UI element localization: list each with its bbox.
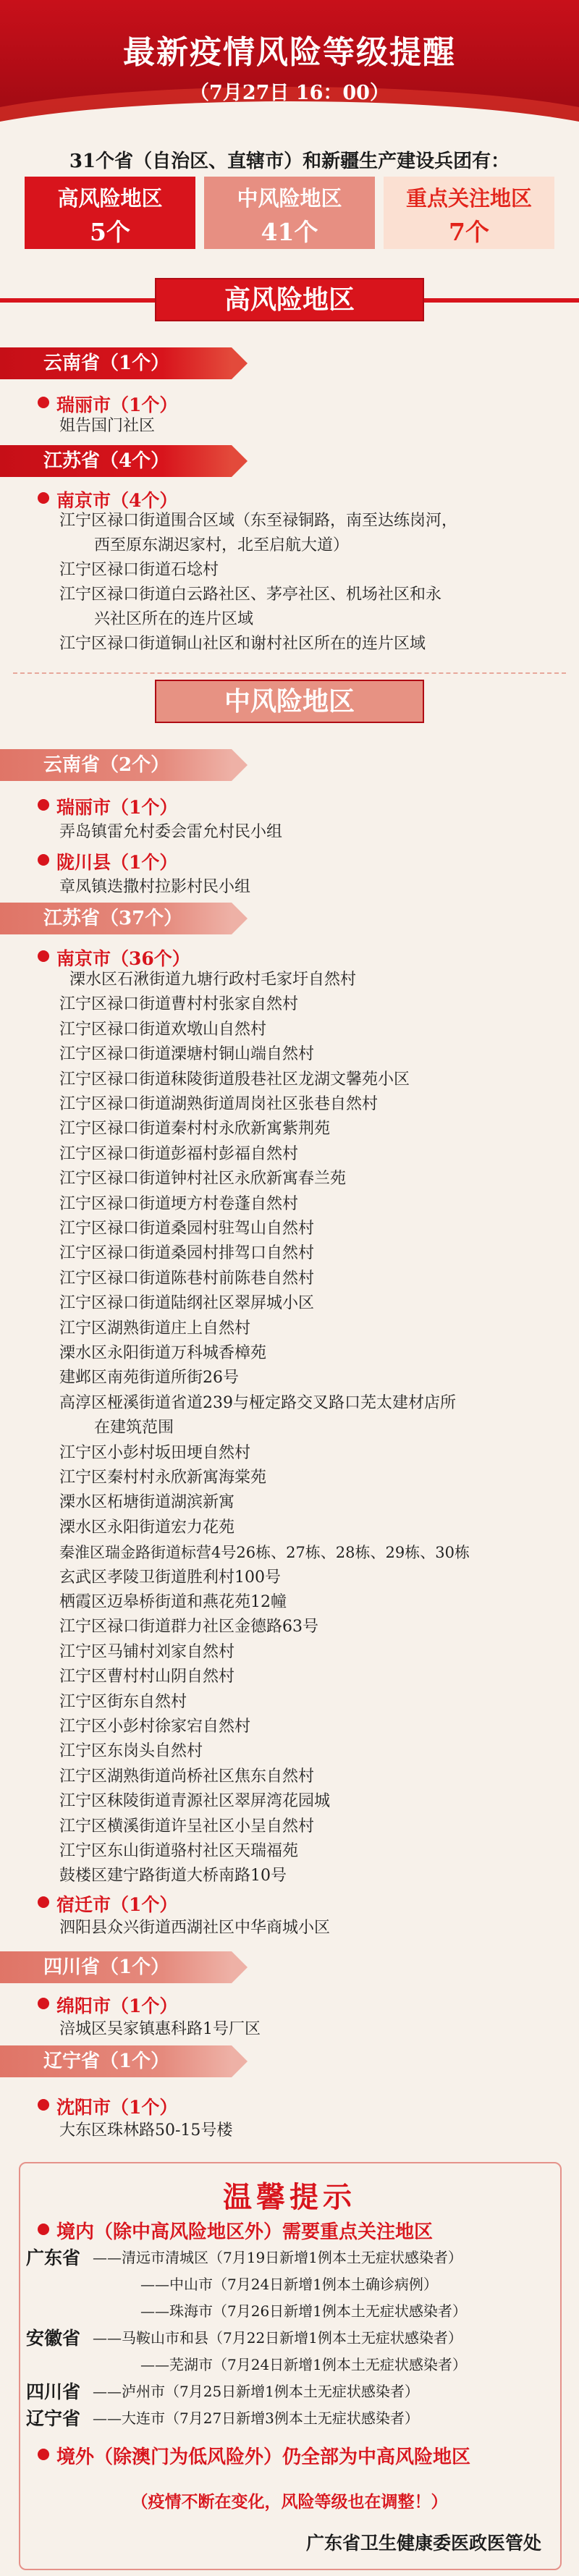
province-label: 江苏省（37个） xyxy=(43,908,183,929)
area-item: 江宁区禄口街道彭福村彭福自然村 xyxy=(59,1145,299,1163)
city-suqian-mid: 宿迁市（1个） xyxy=(38,1891,177,1917)
tip-line: ——芜湖市（7月24日新增1例本土无症状感染者） xyxy=(140,2356,467,2373)
arrow-shape xyxy=(232,347,248,379)
area-item: 江宁区马铺村刘家自然村 xyxy=(59,1643,235,1661)
area-item: 江宁区横溪街道许呈社区小呈自然村 xyxy=(59,1817,315,1836)
signature: 广东省卫生健康委医政医管处 xyxy=(305,2533,541,2554)
tip-province-guangdong: 广东省 xyxy=(26,2247,81,2268)
high-risk-count: 5个 xyxy=(90,218,130,246)
area-item: 西至原东湖迟家村，北至启航大道） xyxy=(94,536,350,554)
area-item: 玄武区孝陵卫街道胜利村100号 xyxy=(59,1568,281,1587)
area-item: 江宁区曹村村山阴自然村 xyxy=(59,1668,235,1686)
city-ruili-high: 瑞丽市（1个） xyxy=(38,391,177,417)
tip-line: ——清远市清城区（7月19日新增1例本土无症状感染者） xyxy=(93,2249,462,2266)
city-longchuan-mid: 陇川县（1个） xyxy=(38,848,177,874)
area-item: 江宁区禄口街道陆纲社区翠屏城小区 xyxy=(59,1294,315,1312)
area-item: 溧水区柘塘街道湖滨新寓 xyxy=(59,1493,235,1511)
city-nanjing-mid: 南京市（36个） xyxy=(38,945,190,971)
tip-line: ——马鞍山市和县（7月22日新增1例本土无症状感染者） xyxy=(93,2329,462,2347)
high-risk-summary xyxy=(25,177,195,249)
tip-province-sichuan: 四川省 xyxy=(26,2381,81,2402)
mid-risk-label: 中风险地区 xyxy=(237,186,342,211)
mid-risk-section-title: 中风险地区 xyxy=(155,680,424,723)
focus-area-count: 7个 xyxy=(449,218,489,246)
summary-boxes xyxy=(25,177,554,249)
tips-note: （疫情不断在变化，风险等级也在调整！） xyxy=(131,2492,448,2512)
area-item: 江宁区禄口街道秦村村永欣新寓紫荆苑 xyxy=(59,1120,331,1138)
tip-line: ——中山市（7月24日新增1例本土确诊病例） xyxy=(140,2276,438,2293)
area-item: 泗阳县众兴街道西湖社区中华商城小区 xyxy=(59,1919,331,1937)
area-item: 章凤镇迭撒村拉影村民小组 xyxy=(59,878,251,896)
tip-line: ——大连市（7月27日新增3例本土无症状感染者） xyxy=(93,2410,419,2427)
province-label: 江苏省（4个） xyxy=(43,450,170,472)
abroad-heading: 境外（除澳门为低风险外）仍全部为中高风险地区 xyxy=(38,2442,470,2469)
area-item: 秦淮区瑞金路街道标营4号26栋、27栋、28栋、29栋、30栋 xyxy=(59,1544,470,1561)
area-item: 溧水区石湫街道九塘行政村毛家圩自然村 xyxy=(69,971,357,989)
arrow-shape xyxy=(232,2045,248,2077)
area-item: 在建筑范围 xyxy=(94,1419,174,1437)
arrow-shape xyxy=(232,1951,248,1983)
province-label: 辽宁省（1个） xyxy=(43,2051,170,2072)
area-item: 江宁区禄口街道石埝村 xyxy=(59,561,219,579)
page-title: 最新疫情风险等级提醒 xyxy=(123,34,456,71)
area-item: 江宁区禄口街道群力社区金德路63号 xyxy=(59,1618,318,1636)
province-sichuan-mid xyxy=(0,1951,232,1983)
area-item: 江宁区禄口街道埂方村卷蓬自然村 xyxy=(59,1195,299,1213)
area-item: 江宁区东岗头自然村 xyxy=(59,1742,203,1760)
high-risk-label: 高风险地区 xyxy=(57,186,163,211)
area-item: 江宁区禄口街道桑园村排驾口自然村 xyxy=(59,1244,315,1262)
section-divider xyxy=(13,672,566,674)
province-yunnan-mid xyxy=(0,749,232,781)
province-jiangsu-mid xyxy=(0,903,232,934)
area-item: 江宁区禄口街道围合区域（东至禄铜路，南至达练岗河， xyxy=(59,512,458,530)
area-item: 江宁区小彭村徐家宕自然村 xyxy=(59,1718,251,1736)
province-liaoning-mid xyxy=(0,2045,232,2077)
arrow-shape xyxy=(232,445,248,477)
mid-risk-count: 41个 xyxy=(261,218,318,246)
high-risk-section-title: 高风险地区 xyxy=(155,278,424,321)
city-mianyang-mid: 绵阳市（1个） xyxy=(38,1992,177,2018)
area-item: 江宁区湖熟街道尚桥社区焦东自然村 xyxy=(59,1768,315,1786)
area-item: 江宁区禄口街道溧塘村铜山端自然村 xyxy=(59,1045,315,1063)
area-item: 栖霞区迈皋桥街道和燕花苑12幢 xyxy=(59,1593,287,1611)
area-item: 江宁区秣陵街道青源社区翠屏湾花园城 xyxy=(59,1792,331,1810)
area-item: 江宁区禄口街道铜山社区和谢村社区所在的连片区域 xyxy=(59,635,426,653)
area-item: 江宁区街东自然村 xyxy=(59,1693,187,1711)
area-item: 江宁区小彭村坂田埂自然村 xyxy=(59,1444,251,1462)
area-item: 大东区珠林路50-15号楼 xyxy=(59,2121,233,2140)
focus-area-summary xyxy=(384,177,554,249)
area-item: 江宁区禄口街道欢墩山自然村 xyxy=(59,1021,267,1039)
area-item: 江宁区禄口街道陈巷村前陈巷自然村 xyxy=(59,1270,315,1288)
city-shenyang-mid: 沈阳市（1个） xyxy=(38,2093,177,2119)
area-item: 建邺区南苑街道所街26号 xyxy=(59,1369,239,1387)
city-nanjing-high: 南京市（4个） xyxy=(38,486,177,512)
area-item: 江宁区湖熟街道庄上自然村 xyxy=(59,1319,251,1338)
area-item: 高淳区桠溪街道省道239与桠定路交叉路口芜太建材店所 xyxy=(59,1394,456,1412)
tips-title: 温馨提示 xyxy=(223,2180,356,2214)
update-time: （7月27日 16：00） xyxy=(190,82,389,104)
area-item: 江宁区东山街道骆村社区天瑞福苑 xyxy=(59,1842,299,1860)
area-item: 弄岛镇雷允村委会雷允村民小组 xyxy=(59,823,283,841)
area-item: 涪城区吴家镇惠科路1号厂区 xyxy=(59,2020,261,2038)
area-item: 江宁区禄口街道湖熟街道周岗社区张巷自然村 xyxy=(59,1095,379,1113)
tip-line: ——泸州市（7月25日新增1例本土无症状感染者） xyxy=(93,2383,419,2400)
tip-province-anhui: 安徽省 xyxy=(26,2328,81,2349)
focus-area-label: 重点关注地区 xyxy=(405,186,532,211)
area-item: 姐告国门社区 xyxy=(59,417,156,435)
summary-text: 31个省（自治区、直辖市）和新疆生产建设兵团有： xyxy=(69,151,510,172)
area-item: 鼓楼区建宁路街道大桥南路10号 xyxy=(59,1867,287,1885)
arrow-shape xyxy=(232,903,248,934)
province-yunnan-high xyxy=(0,347,232,379)
city-ruili-mid: 瑞丽市（1个） xyxy=(38,793,177,819)
area-item: 兴社区所在的连片区域 xyxy=(94,610,254,628)
area-item: 江宁区禄口街道秣陵街道殷巷社区龙湖文馨苑小区 xyxy=(59,1070,410,1089)
area-item: 江宁区禄口街道白云路社区、茅亭社区、机场社区和永 xyxy=(59,586,442,604)
province-label: 四川省（1个） xyxy=(43,1956,170,1978)
area-item: 溧水区永阳街道宏力花苑 xyxy=(59,1519,235,1537)
mid-risk-summary xyxy=(204,177,375,249)
tip-line: ——珠海市（7月26日新增1例本土无症状感染者） xyxy=(140,2302,467,2320)
province-jiangsu-high xyxy=(0,445,232,477)
area-item: 江宁区禄口街道桑园村驻驾山自然村 xyxy=(59,1220,315,1238)
province-label: 云南省（2个） xyxy=(43,754,170,776)
province-label: 云南省（1个） xyxy=(43,352,170,374)
area-item: 江宁区禄口街道钟村社区永欣新寓春兰苑 xyxy=(59,1170,347,1188)
arrow-shape xyxy=(232,749,248,781)
area-item: 江宁区秦村村永欣新寓海棠苑 xyxy=(59,1469,267,1487)
domestic-focus-heading: 境内（除中高风险地区外）需要重点关注地区 xyxy=(38,2217,433,2244)
tip-province-liaoning: 辽宁省 xyxy=(26,2408,81,2429)
header-banner xyxy=(0,0,579,129)
area-item: 江宁区禄口街道曹村村张家自然村 xyxy=(59,995,299,1013)
area-item: 溧水区永阳街道万科城香樟苑 xyxy=(59,1344,267,1362)
